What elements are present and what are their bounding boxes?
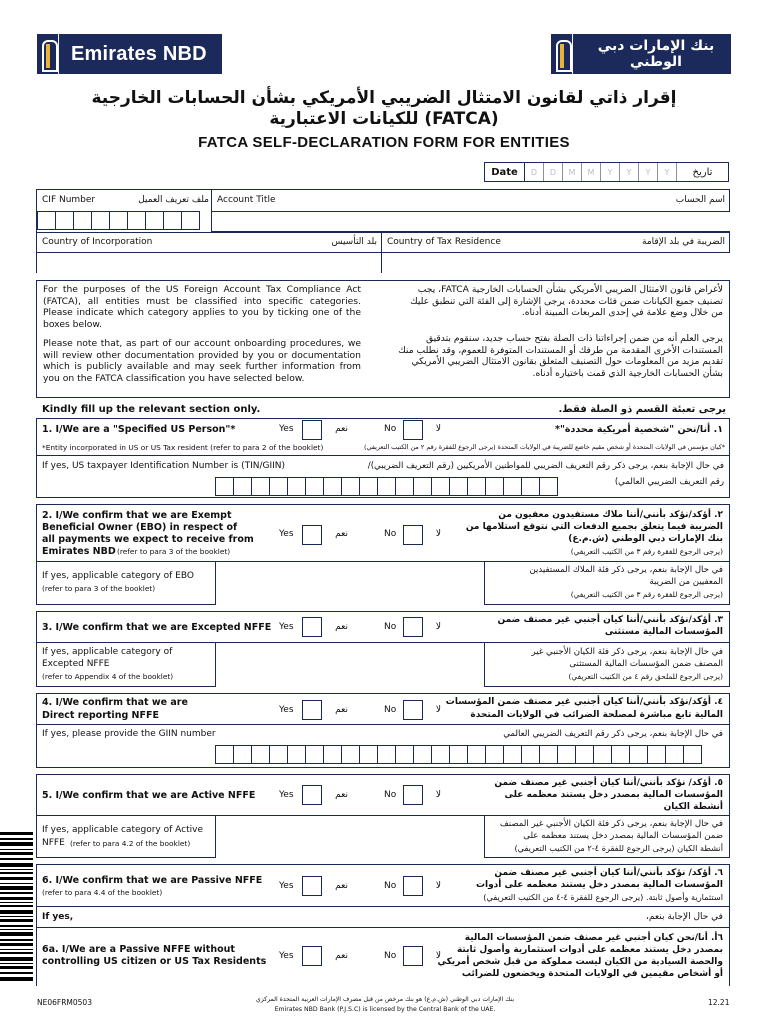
date-label-ar: تاريخ (692, 166, 713, 178)
s5-question-ar-l1: ٥. أؤكد/ نؤكد بأنني/أننا كيان أجنبي غير مصنف ضمن (494, 778, 723, 788)
s3-category-input[interactable] (215, 642, 485, 687)
s3-no-checkbox[interactable] (403, 617, 423, 637)
s5-question-ar-l2: المؤسسات المالية بمصدر دخل يستند معظمه على (504, 790, 723, 800)
no-label: No (384, 424, 397, 434)
no-label: No (384, 790, 397, 800)
section-2 (36, 504, 730, 605)
s6a-no-checkbox[interactable] (403, 946, 423, 966)
intro-section (36, 280, 730, 398)
s2-question-l2: Beneficial Owner (EBO) in respect of (42, 522, 238, 533)
yes-label-ar: نعم (335, 529, 348, 539)
no-label-ar: لا (435, 951, 441, 961)
yes-label-ar: نعم (335, 790, 348, 800)
country-incorporation-input[interactable] (37, 252, 382, 273)
s3-category-label-ar2: المصنف ضمن المؤسسات المالية المستثنى (569, 659, 723, 669)
s5-category-label-ar1: في حال الإجابة بنعم، يرجى ذكر فئة الكيان الأجنبي غير المصنف (499, 819, 723, 829)
s1-tin-label-ar2: رقم التعريف الضريبي العالمي) (614, 477, 724, 487)
s2-category-label: If yes, applicable category of EBO (42, 571, 194, 581)
s3-category-label-l2: Excepted NFFE (42, 659, 110, 669)
section-1 (36, 418, 730, 498)
country-tax-residence-label-ar: الضريبة في بلد الإقامة (642, 237, 725, 247)
no-label: No (384, 951, 397, 961)
s3-category-label-l1: If yes, applicable category of (42, 647, 173, 657)
s3-question-ar-l1: ٣. أؤكد/نؤكد بأنني/أننا كيان أجنبي غير مصنف ضمن (497, 615, 723, 625)
date-cell[interactable]: M (563, 163, 582, 181)
s1-question: 1. I/We are a "Specified US Person"* (42, 424, 236, 435)
s4-giin-label-ar: في حال الإجابة بنعم، يرجى ذكر رقم التعريف الضريبي العالمي (503, 729, 723, 739)
logo-mark-icon (551, 34, 573, 74)
form-code: NE06FRM0503 (37, 998, 92, 1007)
s2-category-input[interactable] (215, 561, 485, 605)
section-3 (36, 611, 730, 687)
yes-label: Yes (279, 790, 294, 800)
date-label: Date (485, 163, 525, 181)
title-ar-line1: إقرار ذاتي لقانون الامتثال الضريبي الأمريكي بشأن الحسابات الخارجية (91, 88, 677, 108)
instruction-ar: يرجى تعبئة القسم ذو الصلة فقط. (558, 404, 726, 415)
s1-tin-input[interactable] (215, 477, 557, 496)
s6-question-ar-l2: المؤسسات المالية بمصدر دخل يستند معظمه على أدوات (475, 880, 723, 890)
s5-category-label-ar3: أنشطة الكيان (يرجى الرجوع للفقرة ٤-٢ من الكتيب التعريفي) (514, 843, 723, 853)
s2-no-checkbox[interactable] (403, 525, 423, 545)
yes-label: Yes (279, 529, 294, 539)
account-details-section (36, 189, 730, 273)
s1-tin-label-ar1: في حال الإجابة بنعم، يرجى ذكر رقم التعريف الضريبي للمواطنين الأمريكيين (رقم التعريف الضريبي)/ (367, 461, 724, 471)
s6-if-yes-ar: في حال الإجابة بنعم، (646, 912, 723, 922)
account-title-input[interactable] (211, 211, 730, 232)
section-4 (36, 693, 730, 768)
s3-category-label-ar3: (يرجى الرجوع للملحق رقم ٤ من الكتيب التعريفي) (568, 672, 723, 681)
emirates-nbd-logo-ar (551, 34, 731, 74)
yes-label: Yes (279, 424, 294, 434)
yes-label: Yes (279, 881, 294, 891)
s5-yes-checkbox[interactable] (302, 785, 322, 805)
no-label: No (384, 622, 397, 632)
s6-if-yes: If yes, (42, 912, 74, 922)
s6a-question-ar-l4: أو أشخاص مقيمين في الولايات المتحدة ويخضعون للضرائب (461, 969, 723, 979)
logo-ar-text: بنك الإمارات دبي الوطني (597, 38, 715, 70)
s2-question-l3: all payments we expect to receive from (42, 534, 254, 545)
s4-yes-checkbox[interactable] (302, 700, 322, 720)
yes-label-ar: نعم (335, 622, 348, 632)
s4-question-ar-l1: ٤. أؤكد/نؤكد بأنني/أننا كيان أجنبي غير مصنف ضمن المؤسسات (445, 697, 723, 707)
page-title: FATCA SELF-DECLARATION FORM FOR ENTITIES (198, 134, 570, 151)
yes-label: Yes (279, 951, 294, 961)
s4-question-l1: 4. I/We confirm that we are (42, 697, 188, 708)
s2-question-ar-l4: (يرجى الرجوع للفقرة رقم ٣ من الكتيب التعريفي) (570, 547, 723, 556)
s2-category-label-ar3: (يرجى الرجوع للفقرة رقم ٣ من الكتيب التعريفي) (570, 590, 723, 599)
s3-yes-checkbox[interactable] (302, 617, 322, 637)
account-title-label-ar: اسم الحساب (675, 195, 725, 205)
s3-category-label-ar1: في حال الإجابة بنعم، يرجى ذكر فئة الكيان الأجنبي غير (531, 647, 723, 657)
intro-en-p1: For the purposes of the US Foreign Account Tax Compliance Act (FATCA), all entities must be classified into specific categories. Please indicate which category applies to you by ticking one of the boxes below. (43, 284, 361, 330)
s6a-question-l1: 6a. I/We are a Passive NFFE without (42, 944, 235, 955)
emirates-nbd-logo-en (37, 34, 222, 74)
license-en: Emirates NBD Bank (P.J.S.C) is licensed by the Central Bank of the UAE. (274, 1006, 496, 1013)
country-tax-residence-label: Country of Tax Residence (387, 237, 501, 247)
s2-category-label-ar1: في حال الإجابة بنعم، يرجى ذكر فئة الملاك المستفيدين (529, 565, 723, 575)
s1-note: *Entity incorporated in US or US Tax resident (refer to para 2 of the booklet) (42, 443, 324, 452)
s6a-yes-checkbox[interactable] (302, 946, 322, 966)
cif-label-ar: ملف تعريف العميل (138, 195, 209, 205)
intro-en-p2: Please note that, as part of our account onboarding procedures, we will review other documentation provided by you or documentation which is publicly available and may seek further information from you on the FATCA classification you have selected below. (43, 338, 361, 384)
no-label: No (384, 705, 397, 715)
intro-ar-p2: يرجى العلم أنه من ضمن إجراءاتنا ذات الصلة بفتح حساب جديد، سنقوم بتدقيق المستندات الأخرى المقدمة من طرفك أو المستندات المتوفرة للعموم، وقد نطلب منك تقديم مزيد من المعلومات حول التصنيف المتعلق بقانون الامتثال الضريبي الأمريكي بشأن الحسابات الخارجية الذي قمت باختياره أدناه. (398, 333, 723, 379)
s2-category-label-ar2: المعفيين من الضريبة (649, 577, 723, 587)
s1-no-checkbox[interactable] (403, 420, 423, 440)
logo-mark-icon (37, 34, 59, 74)
s6a-question-ar-l2: بمصدر دخل يستند معظمه على أدوات استثمارية وأصول ثابتة (456, 945, 723, 955)
yes-label-ar: نعم (335, 951, 348, 961)
country-incorporation-label: Country of Incorporation (42, 237, 153, 247)
no-label-ar: لا (435, 529, 441, 539)
s4-no-checkbox[interactable] (403, 700, 423, 720)
date-field[interactable] (484, 162, 729, 182)
s6a-question-ar-l3: والحصة السيادية من الكيان ليست مملوكة من قبل شخص أمريكي (437, 957, 723, 967)
barcode-icon (0, 832, 33, 982)
logo-en-text: Emirates NBD (71, 42, 207, 65)
s2-question-l4: Emirates NBD (42, 546, 116, 557)
no-label-ar: لا (435, 705, 441, 715)
s6-no-checkbox[interactable] (403, 876, 423, 896)
cif-input[interactable] (37, 211, 199, 230)
s4-question-ar-l2: المالية تابع مباشرة لمصلحة الضرائب في الولايات المتحدة (470, 710, 723, 720)
instruction-en: Kindly fill up the relevant section only. (42, 404, 261, 415)
s6a-question-ar-l1: ٦أ. أنا/نحن كيان أجنبي غير مصنف ضمن المؤسسات المالية (464, 933, 723, 943)
date-cell[interactable]: M (582, 163, 601, 181)
s3-question-ar-l2: المؤسسات المالية مستثنى (604, 627, 723, 637)
no-label: No (384, 529, 397, 539)
date-cell[interactable]: Y (639, 163, 658, 181)
s1-note-ar: *كيان مؤسس في الولايات المتحدة أو شخص مقيم خاضع للضريبة في الولايات المتحدة (يرجى الرجوع للفقرة رقم ٢ من الكتيب التعريفي) (364, 443, 725, 451)
s5-category-ref: (refer to para 4.2 of the booklet) (70, 839, 191, 848)
date-cell[interactable]: Y (658, 163, 677, 181)
s1-tin-label: If yes, US taxpayer Identification Number is (TIN/GIIN) (42, 461, 286, 471)
s3-question: 3. I/We confirm that we are Excepted NFFE (42, 622, 272, 633)
s6a-question-l2: controlling US citizen or US Tax Residents (42, 956, 267, 967)
section-6 (36, 864, 730, 986)
s1-yes-checkbox[interactable] (302, 420, 322, 440)
no-label-ar: لا (435, 790, 441, 800)
s2-question-ar-l3: بنك الإمارات دبي الوطني (ش.م.ع) (568, 534, 723, 544)
title-ar-line2: (FATCA) للكيانات الاعتبارية (269, 109, 499, 129)
country-tax-residence-input[interactable] (381, 252, 730, 273)
s2-question-ref: (refer to para 3 of the booklet) (117, 547, 231, 556)
s1-question-ar: ١. أنا/نحن "شخصية أمريكية محددة"* (554, 424, 723, 435)
s6-question: 6. I/We confirm that we are Passive NFFE (42, 875, 263, 886)
intro-ar-p1: لأغراض قانون الامتثال الضريبي الأمريكي بشأن الحسابات الخارجية FATCA، يجب تصنيف جميع الكيانات ضمن فئات محددة، يرجى الإشارة إلى الفئة التي تنطبق عليك من خلال وضع علامة في إحدى المربعات المبينة أدناه. (410, 284, 723, 319)
s2-question-l1: 2. I/We confirm that we are Exempt (42, 510, 232, 521)
no-label-ar: لا (435, 424, 441, 434)
no-label: No (384, 881, 397, 891)
s5-category-input[interactable] (215, 815, 485, 858)
date-cell[interactable]: Y (620, 163, 639, 181)
country-incorporation-label-ar: بلد التأسيس (331, 237, 377, 247)
yes-label: Yes (279, 622, 294, 632)
s2-question-ar-l1: ٢. أؤكد/نؤكد بأنني/أننا ملاك مستفيدون معفيون من (498, 510, 723, 520)
s2-category-ref: (refer to para 3 of the booklet) (42, 584, 156, 593)
s3-category-ref: (refer to Appendix 4 of the booklet) (42, 672, 174, 681)
s4-question-l2: Direct reporting NFFE (42, 710, 159, 721)
date-cell[interactable]: D (544, 163, 563, 181)
s6-question-ar-l1: ٦. أؤكد/ نؤكد بأنني/أننا كيان أجنبي غير مصنف ضمن (494, 868, 723, 878)
s5-question: 5. I/We confirm that we are Active NFFE (42, 790, 256, 801)
s5-category-label-ar2: ضمن المؤسسات المالية بمصدر دخل يستند معظمه على (523, 831, 723, 841)
s5-category-label-l1: If yes, applicable category of Active (42, 825, 203, 835)
form-version: 12.21 (708, 998, 730, 1007)
s4-giin-label: If yes, please provide the GIIN number (42, 729, 216, 739)
date-cell[interactable]: Y (601, 163, 620, 181)
no-label-ar: لا (435, 622, 441, 632)
s5-question-ar-l3: أنشطة الكيان (663, 802, 723, 812)
yes-label-ar: نعم (335, 881, 348, 891)
s5-category-label-l2: NFFE (42, 838, 65, 848)
yes-label-ar: نعم (335, 705, 348, 715)
yes-label: Yes (279, 705, 294, 715)
s2-yes-checkbox[interactable] (302, 525, 322, 545)
no-label-ar: لا (435, 881, 441, 891)
s4-giin-input[interactable] (215, 745, 701, 764)
license-ar: بنك الإمارات دبي الوطني (ش.م.ع) هو بنك مرخص من قبل مصرف الإمارات العربية المتحدة المركزي (255, 996, 515, 1003)
account-title-label: Account Title (217, 195, 276, 205)
cif-label: CIF Number (42, 195, 96, 205)
s6-question-ref: (refer to para 4.4 of the booklet) (42, 888, 163, 897)
section-5 (36, 774, 730, 858)
s5-no-checkbox[interactable] (403, 785, 423, 805)
s6-question-ar-l3: استثمارية وأصول ثابتة. (يرجى الرجوع للفقرة ٤-٤ من الكتيب التعريفي) (483, 892, 723, 902)
yes-label-ar: نعم (335, 424, 348, 434)
date-cell[interactable]: D (525, 163, 544, 181)
s6-yes-checkbox[interactable] (302, 876, 322, 896)
s2-question-ar-l2: الضريبة فيما يتعلق بجميع الدفعات التي نتوقع استلامها من (465, 522, 723, 532)
